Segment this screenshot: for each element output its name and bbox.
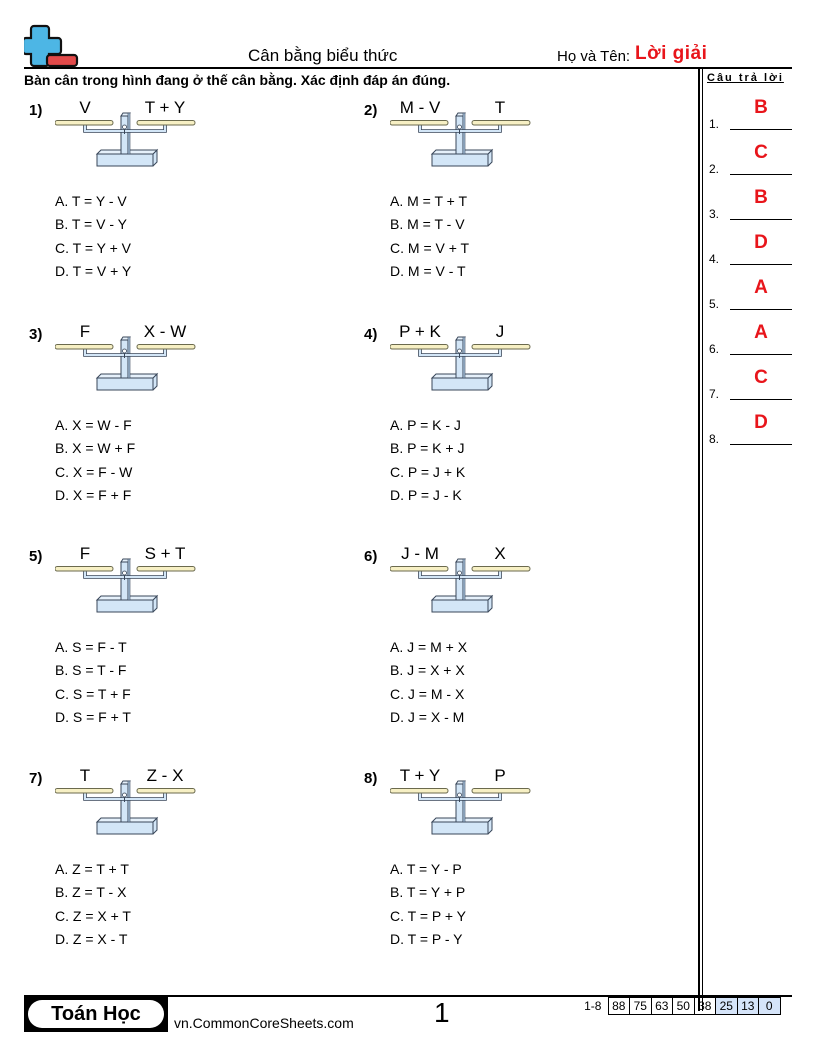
answer-line xyxy=(730,444,792,446)
right-pan-label: S + T xyxy=(144,544,186,563)
problem-number: 6) xyxy=(364,548,378,565)
problem-number: 8) xyxy=(364,770,378,787)
answer-value: B xyxy=(754,187,768,208)
option-a: A. X = W - F xyxy=(55,417,132,433)
answer-column-divider xyxy=(698,68,703,1011)
answer-value: C xyxy=(754,142,768,163)
answer-row xyxy=(709,232,794,266)
score-table xyxy=(578,997,781,1015)
answer-value: A xyxy=(754,322,768,343)
worksheet-title: Cân bằng biểu thức xyxy=(248,46,398,65)
right-pan-label: J xyxy=(495,322,505,341)
left-pan-label: F xyxy=(79,322,91,341)
name-label: Họ và Tên: xyxy=(557,48,631,65)
option-b: B. T = Y + P xyxy=(390,884,466,901)
answer-number: 1. xyxy=(709,117,720,131)
answer-line xyxy=(730,309,792,311)
option-a: A. Z = T + T xyxy=(55,861,129,877)
instructions: Bàn cân trong hình đang ở thế cân bằng. Xác định đáp án đúng. xyxy=(24,72,451,88)
option-a: A. T = Y - V xyxy=(55,193,127,209)
option-d: D. X = F + F xyxy=(55,486,132,503)
answer-options xyxy=(55,415,135,508)
answer-number: 6. xyxy=(709,342,720,356)
answer-row xyxy=(709,142,794,176)
problem-8 xyxy=(364,766,664,970)
problem-number: 3) xyxy=(29,326,43,343)
answer-options xyxy=(390,415,465,508)
subject-badge: Toán Học xyxy=(28,1000,164,1028)
left-pan-label: P + K xyxy=(399,322,441,341)
answer-row xyxy=(709,322,794,356)
balance-scale xyxy=(390,766,532,840)
left-pan-label: J - M xyxy=(401,544,439,563)
site-link[interactable]: vn.CommonCoreSheets.com xyxy=(174,1015,354,1031)
right-pan-label: X - W xyxy=(143,322,187,341)
option-c: C. X = F - W xyxy=(55,463,133,480)
right-pan-label: X xyxy=(494,544,506,563)
answer-options xyxy=(390,859,466,952)
left-pan-label: T + Y xyxy=(399,766,441,785)
option-a: A. T = Y - P xyxy=(390,861,462,877)
answer-row xyxy=(709,412,794,446)
answer-options xyxy=(390,637,467,730)
problem-7 xyxy=(29,766,329,970)
page-number: 1 xyxy=(434,997,450,1028)
problem-5 xyxy=(29,544,329,748)
problem-4 xyxy=(364,322,664,526)
answer-value: B xyxy=(754,97,768,118)
option-d: D. S = F + T xyxy=(55,708,131,725)
answer-options xyxy=(55,859,131,952)
answer-number: 4. xyxy=(709,252,720,266)
balance-scale xyxy=(55,322,197,396)
plus-minus-logo-icon xyxy=(24,24,80,68)
answer-value: D xyxy=(754,412,768,433)
answer-line xyxy=(730,129,792,131)
score-cell: 50 xyxy=(673,998,695,1015)
answer-row xyxy=(709,367,794,401)
right-pan-label: P xyxy=(494,766,506,785)
score-cell: 75 xyxy=(630,998,652,1015)
header-rule xyxy=(24,67,792,69)
left-pan-label: V xyxy=(79,98,91,117)
problem-3 xyxy=(29,322,329,526)
option-b: B. T = V - Y xyxy=(55,216,127,233)
answer-value: A xyxy=(754,277,768,298)
problem-2 xyxy=(364,98,664,302)
option-b: B. P = K + J xyxy=(390,440,465,457)
score-cell: 88 xyxy=(608,998,630,1015)
right-pan-label: Z - X xyxy=(146,766,184,785)
right-pan-label: T + Y xyxy=(144,98,186,117)
option-c: C. Z = X + T xyxy=(55,907,131,924)
right-pan-label: T xyxy=(494,98,506,117)
balance-scale xyxy=(390,98,532,172)
name-value: Lời giải xyxy=(635,43,708,64)
option-c: C. M = V + T xyxy=(390,239,470,256)
problem-number: 4) xyxy=(364,326,378,343)
answer-value: C xyxy=(754,367,768,388)
answers-header: Câu trả lời xyxy=(707,72,784,84)
option-b: B. Z = T - X xyxy=(55,884,127,901)
option-d: D. T = V + Y xyxy=(55,262,132,279)
answer-line xyxy=(730,174,792,176)
option-b: B. J = X + X xyxy=(390,662,465,679)
option-a: A. P = K - J xyxy=(390,417,461,433)
score-cell: 63 xyxy=(651,998,673,1015)
left-pan-label: F xyxy=(79,544,91,563)
option-a: A. M = T + T xyxy=(390,193,468,209)
option-b: B. S = T - F xyxy=(55,662,127,679)
balance-scale xyxy=(390,544,532,618)
score-range: 1-8 xyxy=(584,999,602,1013)
balance-scale xyxy=(55,98,197,172)
score-cell: 13 xyxy=(737,998,759,1015)
answer-line xyxy=(730,264,792,266)
balance-scale xyxy=(390,322,532,396)
answer-number: 5. xyxy=(709,297,720,311)
answer-row xyxy=(709,97,794,131)
balance-scale xyxy=(55,766,197,840)
answer-number: 3. xyxy=(709,207,720,221)
option-d: D. P = J - K xyxy=(390,486,462,503)
option-c: C. S = T + F xyxy=(55,685,131,702)
option-a: A. S = F - T xyxy=(55,639,127,655)
option-c: C. T = Y + V xyxy=(55,239,132,256)
answer-line xyxy=(730,354,792,356)
problem-1 xyxy=(29,98,329,302)
option-a: A. J = M + X xyxy=(390,639,468,655)
problem-number: 2) xyxy=(364,102,378,119)
problem-number: 5) xyxy=(29,548,43,565)
answer-number: 8. xyxy=(709,432,720,446)
answer-value: D xyxy=(754,232,768,253)
answer-line xyxy=(730,219,792,221)
balance-scale xyxy=(55,544,197,618)
option-b: B. X = W + F xyxy=(55,440,136,457)
score-cell: 25 xyxy=(716,998,738,1015)
answer-number: 7. xyxy=(709,387,720,401)
answer-line xyxy=(730,399,792,401)
problem-6 xyxy=(364,544,664,748)
problem-number: 7) xyxy=(29,770,43,787)
answer-row xyxy=(709,277,794,311)
problem-number: 1) xyxy=(29,102,43,119)
left-pan-label: M - V xyxy=(399,98,441,117)
answer-options xyxy=(390,191,469,284)
answer-options xyxy=(55,191,131,284)
option-d: D. J = X - M xyxy=(390,708,465,725)
option-c: C. T = P + Y xyxy=(390,907,467,924)
answer-row xyxy=(709,187,794,221)
option-d: D. Z = X - T xyxy=(55,930,128,947)
option-c: C. P = J + K xyxy=(390,463,466,480)
option-d: D. T = P - Y xyxy=(390,930,463,947)
answer-number: 2. xyxy=(709,162,720,176)
option-d: D. M = V - T xyxy=(390,262,466,279)
score-cell: 38 xyxy=(694,998,716,1015)
answer-options xyxy=(55,637,131,730)
option-b: B. M = T - V xyxy=(390,216,465,233)
score-cell: 0 xyxy=(759,998,781,1015)
option-c: C. J = M - X xyxy=(390,685,465,702)
left-pan-label: T xyxy=(79,766,91,785)
